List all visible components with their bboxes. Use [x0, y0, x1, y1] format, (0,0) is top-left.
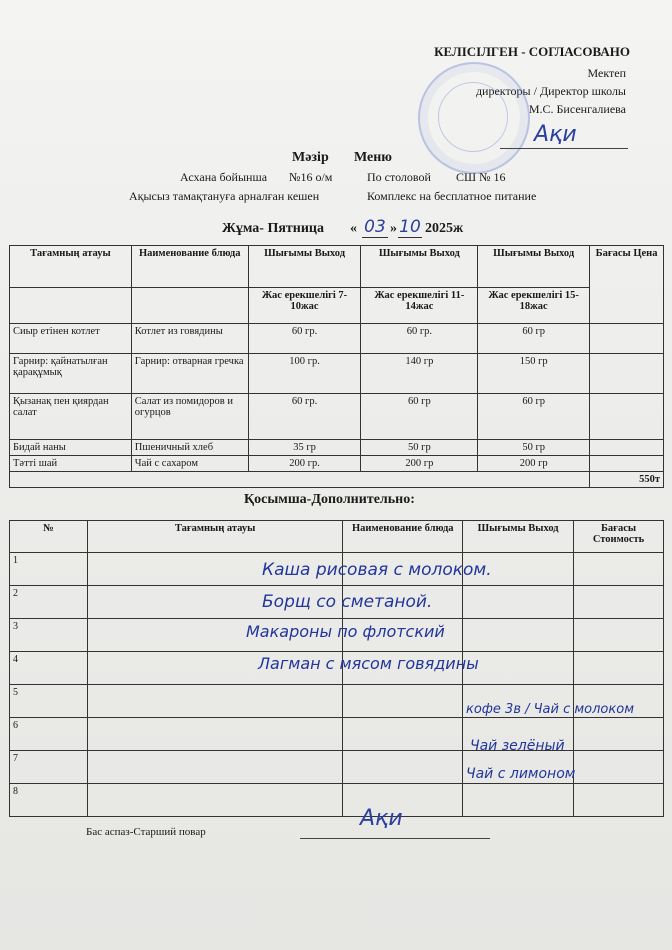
price-cell [590, 456, 664, 472]
dish-name-kz: Тәтті шай [10, 456, 132, 472]
row-number: 6 [10, 718, 88, 751]
output-15-18: 60 гр [478, 324, 590, 354]
col-header-name-kz: Тағамның атауы [87, 521, 342, 553]
output-11-14: 60 гр. [361, 324, 478, 354]
handwritten-item-1: Каша рисовая с молоком. [262, 560, 492, 580]
dish-name-ru: Салат из помидоров и огурцов [131, 394, 248, 440]
handwritten-item-2: Борщ со сметаной. [262, 592, 433, 612]
row-number: 3 [10, 619, 88, 652]
output-15-18: 50 гр [478, 440, 590, 456]
table-row [10, 456, 664, 472]
table-row [10, 354, 664, 394]
age-group-row [10, 288, 664, 324]
menu-table [9, 245, 664, 488]
date-month: 10 [399, 217, 421, 237]
chef-signature: Ақи [360, 806, 403, 831]
dish-name-kz: Сиыр етінен котлет [10, 324, 132, 354]
handwritten-item-4: Лагман с мясом говядины [258, 654, 479, 673]
menu-title-ru: Меню [354, 150, 393, 165]
total-empty-cell [10, 472, 590, 488]
dish-name-ru: Котлет из говядины [131, 324, 248, 354]
dish-name-kz: Қызанақ пен қиярдан салат [10, 394, 132, 440]
output-7-10: 200 гр. [248, 456, 361, 472]
row-number: 1 [10, 553, 88, 586]
menu-title-kz: Мәзір [292, 150, 329, 165]
age-group-15-18: Жас ерекшелігі 15-18жас [478, 288, 590, 324]
price-cell [590, 440, 664, 456]
row-number: 4 [10, 652, 88, 685]
date-close-quote: » [390, 221, 397, 236]
age-group-11-14: Жас ерекшелігі 11-14жас [361, 288, 478, 324]
table-row [10, 784, 664, 817]
col-header-name-kz: Тағамның атауы [10, 246, 132, 288]
col-header-output-1: Шығымы Выход [248, 246, 361, 288]
dish-name-kz: Гарнир: қайнатылған қарақұмық [10, 354, 132, 394]
date-day: 03 [362, 217, 388, 238]
dish-name-ru: Гарнир: отварная гречка [131, 354, 248, 394]
handwritten-item-3: Макароны по флотский [246, 622, 445, 641]
dish-name-kz: Бидай наны [10, 440, 132, 456]
handwritten-item-8: Чай с лимоном [466, 766, 576, 782]
canteen-label-kz: Асхана бойынша [180, 170, 268, 184]
row-number: 8 [10, 784, 88, 817]
handwritten-item-6: кофе 3в / Чай с молоком [466, 702, 635, 717]
day-of-week: Жұма- Пятница [222, 221, 324, 236]
total-price: 550т [590, 472, 664, 488]
table-row [10, 394, 664, 440]
chef-label: Бас аспаз-Старший повар [86, 826, 206, 838]
output-7-10: 60 гр. [248, 394, 361, 440]
director-signature: Ақи [534, 122, 577, 147]
col-header-price: Бағасы Цена [590, 246, 664, 324]
free-meal-kz: Ақысыз тамақтануға арналған кешен [129, 189, 320, 203]
row-number: 2 [10, 586, 88, 619]
table-row [10, 440, 664, 456]
output-7-10: 100 гр. [248, 354, 361, 394]
table-row [10, 718, 664, 751]
age-empty-cell [10, 288, 132, 324]
col-header-output-3: Шығымы Выход [478, 246, 590, 288]
price-cell [590, 324, 664, 354]
canteen-label-ru: По столовой [367, 170, 431, 184]
additional-table-header [10, 521, 664, 553]
output-11-14: 60 гр [361, 394, 478, 440]
table-row [10, 324, 664, 354]
age-group-7-10: Жас ерекшелігі 7-10жас [248, 288, 361, 324]
director-signature-line [500, 148, 628, 149]
row-number: 5 [10, 685, 88, 718]
col-header-cost: Бағасы Стоимость [574, 521, 664, 553]
col-header-number: № [10, 521, 88, 553]
dish-name-ru: Пшеничный хлеб [131, 440, 248, 456]
output-11-14: 50 гр [361, 440, 478, 456]
output-7-10: 35 гр [248, 440, 361, 456]
output-15-18: 200 гр [478, 456, 590, 472]
output-15-18: 60 гр [478, 394, 590, 440]
total-row [10, 472, 664, 488]
age-empty-cell [131, 288, 248, 324]
price-cell [590, 394, 664, 440]
row-number: 7 [10, 751, 88, 784]
col-header-name-ru: Наименование блюда [131, 246, 248, 288]
approval-school: Мектеп [587, 66, 626, 80]
approval-director: директоры / Директор школы [475, 84, 626, 98]
chef-signature-line [300, 838, 490, 839]
output-15-18: 150 гр [478, 354, 590, 394]
date-open-quote: « [350, 221, 357, 236]
col-header-output-2: Шығымы Выход [361, 246, 478, 288]
approval-director-name: М.С. Бисенгалиева [528, 102, 626, 116]
output-11-14: 200 гр [361, 456, 478, 472]
school-number: СШ № 16 [456, 170, 506, 184]
free-meal-ru: Комплекс на бесплатное питание [367, 189, 537, 203]
canteen-number: №16 о/м [289, 170, 333, 184]
approval-title: КЕЛІСІЛГЕН - СОГЛАСОВАНО [434, 44, 630, 59]
date-year: 2025ж [425, 221, 464, 236]
menu-table-header [10, 246, 664, 288]
additional-title: Қосымша-Дополнительно: [244, 492, 415, 507]
school-seal-stamp [418, 62, 530, 174]
col-header-output: Шығымы Выход [463, 521, 574, 553]
output-7-10: 60 гр. [248, 324, 361, 354]
seal-emblem-icon [438, 82, 508, 152]
col-header-name-ru: Наименование блюда [343, 521, 463, 553]
price-cell [590, 354, 664, 394]
output-11-14: 140 гр [361, 354, 478, 394]
dish-name-ru: Чай с сахаром [131, 456, 248, 472]
handwritten-item-7: Чай зелёный [470, 738, 565, 754]
